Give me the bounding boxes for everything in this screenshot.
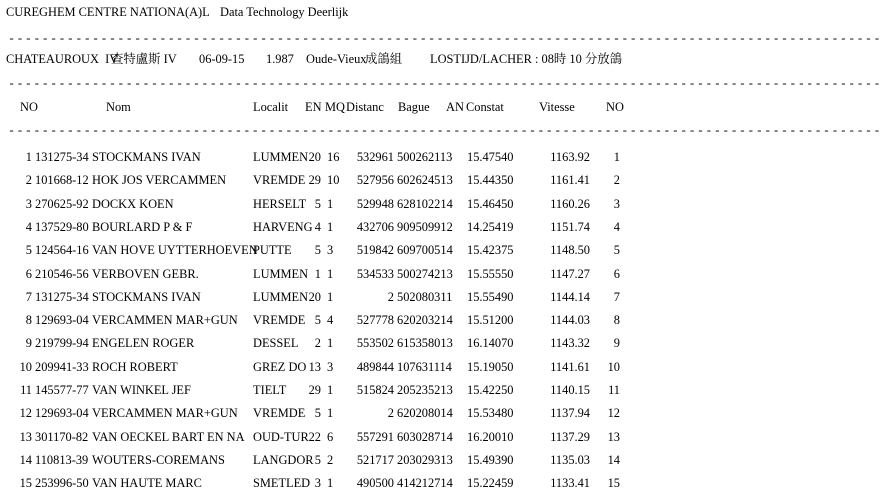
fancier-name: VERBOVEN GEBR. <box>92 266 199 281</box>
rank-number: 7 <box>613 289 620 304</box>
arrival-time: 15.53480 <box>467 406 514 421</box>
arrival-time: 15.42375 <box>467 243 514 258</box>
marked-count: 1 <box>327 196 334 211</box>
arrival-time: 15.46450 <box>467 196 514 211</box>
locality: LUMMEN <box>253 150 309 164</box>
entered-count: 5 <box>314 313 321 328</box>
row-number: 5 <box>25 243 32 258</box>
separator-line: -------------------------------------------------------------------------------------------------------- <box>8 32 882 46</box>
license-number: 145577-77 <box>35 383 89 397</box>
arrival-time: 15.47540 <box>467 150 514 164</box>
col-header-mq: MQ <box>325 100 345 114</box>
race-place-alt: 查特盧斯 IV <box>111 52 177 66</box>
ring-number: 909509912 <box>397 219 453 234</box>
rank-number: 2 <box>613 173 620 188</box>
fancier-name: STOCKMANS IVAN <box>92 289 201 304</box>
license-number: 301170-82 <box>35 429 89 444</box>
marked-count: 16 <box>327 150 340 164</box>
arrival-time: 15.19050 <box>467 359 514 374</box>
arrival-time: 15.49390 <box>467 452 514 467</box>
speed: 1160.26 <box>550 196 590 211</box>
table-row <box>0 267 636 281</box>
locality: TIELT <box>253 383 287 397</box>
marked-count: 1 <box>327 336 334 351</box>
fancier-name: WOUTERS-COREMANS <box>92 452 225 467</box>
race-release-time: LOSTIJD/LACHER : 08時 10 分放鴿 <box>430 52 623 66</box>
locality: GREZ DO <box>253 359 307 374</box>
locality: OUD-TUR <box>253 429 309 444</box>
table-row <box>0 430 636 444</box>
marked-count: 10 <box>327 173 340 188</box>
race-bird-count: 1.987 <box>266 52 294 66</box>
rank-number: 10 <box>607 359 620 374</box>
distance: 515824 <box>356 383 394 397</box>
row-number: 13 <box>19 429 32 444</box>
col-header-nom: Nom <box>106 100 131 114</box>
locality: LANGDOR <box>253 452 314 467</box>
license-number: 270625-92 <box>35 196 89 211</box>
marked-count: 1 <box>327 406 334 421</box>
col-header-vitesse: Vitesse <box>539 100 575 114</box>
distance: 2 <box>387 406 394 421</box>
row-number: 10 <box>19 359 32 374</box>
rank-number: 3 <box>613 196 620 211</box>
entered-count: 29 <box>308 173 321 188</box>
row-number: 6 <box>25 266 32 281</box>
speed: 1133.41 <box>550 476 590 491</box>
table-row <box>0 150 636 164</box>
separator-line: -------------------------------------------------------------------------------------------------------- <box>8 77 882 91</box>
table-row <box>0 336 636 350</box>
locality: LUMMEN <box>253 266 309 281</box>
col-header-distance: Distanc <box>346 100 384 114</box>
arrival-time: 15.22459 <box>467 476 514 491</box>
table-row <box>0 290 636 304</box>
speed: 1141.61 <box>550 359 590 374</box>
speed: 1163.92 <box>550 150 590 164</box>
table-row <box>0 406 636 420</box>
row-number: 11 <box>20 383 32 397</box>
rank-number: 13 <box>607 429 620 444</box>
entered-count: 5 <box>314 243 321 258</box>
entered-count: 5 <box>314 452 321 467</box>
distance: 557291 <box>356 429 394 444</box>
fancier-name: VAN OECKEL BART EN NA <box>92 429 245 444</box>
locality: SMETLED <box>253 476 311 491</box>
distance: 529948 <box>356 196 394 211</box>
row-number: 8 <box>25 313 32 328</box>
race-date: 06-09-15 <box>199 52 245 66</box>
rank-number: 14 <box>607 452 620 467</box>
entered-count: 22 <box>308 429 321 444</box>
table-row <box>0 243 636 257</box>
marked-count: 1 <box>327 383 334 397</box>
arrival-time: 15.44350 <box>467 173 514 188</box>
marked-count: 3 <box>327 243 334 258</box>
speed: 1140.15 <box>550 383 590 397</box>
distance: 489844 <box>356 359 394 374</box>
license-number: 129693-04 <box>35 313 89 328</box>
entered-count: 1 <box>314 266 321 281</box>
entered-count: 5 <box>314 406 321 421</box>
race-category-alt: 成鴿組 <box>365 52 403 66</box>
row-number: 4 <box>25 219 32 234</box>
marked-count: 1 <box>327 476 334 491</box>
entered-count: 20 <box>308 150 321 164</box>
entered-count: 20 <box>308 289 321 304</box>
fancier-name: VAN HAUTE MARC <box>92 476 202 491</box>
fancier-name: ROCH ROBERT <box>92 359 178 374</box>
locality: DESSEL <box>253 336 299 351</box>
arrival-time: 16.20010 <box>467 429 514 444</box>
row-number: 7 <box>25 289 32 304</box>
distance: 534533 <box>356 266 394 281</box>
locality: VREMDE <box>253 406 306 421</box>
speed: 1151.74 <box>550 219 590 234</box>
race-place: CHATEAUROUX IV <box>6 52 119 66</box>
locality: VREMDE <box>253 173 306 188</box>
license-number: 131275-34 <box>35 289 89 304</box>
arrival-time: 16.14070 <box>467 336 514 351</box>
speed: 1147.27 <box>550 266 590 281</box>
locality: VREMDE <box>253 313 306 328</box>
row-number: 12 <box>19 406 32 421</box>
row-number: 2 <box>25 173 32 188</box>
locality: HERSELT <box>253 196 307 211</box>
ring-number: 628102214 <box>397 196 453 211</box>
table-row <box>0 453 636 467</box>
license-number: 124564-16 <box>35 243 89 258</box>
col-header-localite: Localit <box>253 100 289 114</box>
arrival-time: 15.42250 <box>467 383 514 397</box>
fancier-name: DOCKX KOEN <box>92 196 174 211</box>
entered-count: 13 <box>308 359 321 374</box>
rank-number: 1 <box>613 150 620 164</box>
rank-number: 4 <box>613 219 620 234</box>
arrival-time: 15.51200 <box>467 313 514 328</box>
row-number: 1 <box>25 150 32 164</box>
ring-number: 609700514 <box>397 243 453 258</box>
marked-count: 1 <box>327 289 334 304</box>
distance: 490500 <box>356 476 394 491</box>
distance: 527778 <box>356 313 394 328</box>
ring-number: 203029313 <box>397 452 453 467</box>
fancier-name: HOK JOS VERCAMMEN <box>92 173 227 188</box>
rank-number: 5 <box>613 243 620 258</box>
license-number: 137529-80 <box>35 219 89 234</box>
fancier-name: VAN WINKEL JEF <box>92 383 191 397</box>
license-number: 129693-04 <box>35 406 89 421</box>
license-number: 253996-50 <box>35 476 89 491</box>
speed: 1144.14 <box>550 289 590 304</box>
col-header-no: NO <box>20 100 38 114</box>
speed: 1161.41 <box>550 173 590 188</box>
distance: 432706 <box>356 219 394 234</box>
license-number: 110813-39 <box>35 452 89 467</box>
marked-count: 4 <box>327 313 334 328</box>
ring-number: 602624513 <box>397 173 453 188</box>
ring-number: 615358013 <box>397 336 453 351</box>
rank-number: 15 <box>607 476 620 491</box>
ring-number: 414212714 <box>397 476 453 491</box>
license-number: 131275-34 <box>35 150 89 164</box>
entered-count: 5 <box>314 196 321 211</box>
ring-number: 107631114 <box>397 359 452 374</box>
row-number: 15 <box>19 476 32 491</box>
col-header-en: EN <box>305 100 322 114</box>
rank-number: 9 <box>613 336 620 351</box>
speed: 1148.50 <box>550 243 590 258</box>
fancier-name: VAN HOVE UYTTERHOEVEN <box>92 243 258 258</box>
fancier-name: ENGELEN ROGER <box>92 336 195 351</box>
distance: 532961 <box>356 150 394 164</box>
speed: 1137.29 <box>550 429 590 444</box>
marked-count: 3 <box>327 359 334 374</box>
organization-title: CUREGHEM CENTRE NATIONA(A)L <box>6 5 210 19</box>
rank-number: 12 <box>607 406 620 421</box>
license-number: 209941-33 <box>35 359 89 374</box>
arrival-time: 14.25419 <box>467 219 514 234</box>
table-row <box>0 476 636 490</box>
fancier-name: BOURLARD P & F <box>92 219 193 234</box>
rank-number: 8 <box>613 313 620 328</box>
distance: 2 <box>387 289 394 304</box>
marked-count: 6 <box>327 429 334 444</box>
marked-count: 2 <box>327 452 334 467</box>
row-number: 14 <box>19 452 32 467</box>
ring-number: 620208014 <box>397 406 453 421</box>
speed: 1137.94 <box>550 406 590 421</box>
col-header-bague: Bague <box>398 100 430 114</box>
license-number: 101668-12 <box>35 173 89 188</box>
marked-count: 1 <box>327 219 334 234</box>
locality: PUTTE <box>253 243 292 258</box>
race-category: Oude-Vieux <box>306 52 367 66</box>
rank-number: 11 <box>608 383 620 397</box>
distance: 553502 <box>356 336 394 351</box>
distance: 519842 <box>356 243 394 258</box>
table-row <box>0 383 636 397</box>
ring-number: 502080311 <box>397 289 453 304</box>
fancier-name: VERCAMMEN MAR+GUN <box>92 313 238 328</box>
ring-number: 500274213 <box>397 266 453 281</box>
marked-count: 1 <box>327 266 334 281</box>
col-header-no-rank: NO <box>606 100 624 114</box>
software-credit: Data Technology Deerlijk <box>220 5 349 19</box>
locality: LUMMEN <box>253 289 309 304</box>
ring-number: 620203214 <box>397 313 453 328</box>
col-header-an: AN <box>446 100 464 114</box>
rank-number: 6 <box>613 266 620 281</box>
table-row <box>0 220 636 234</box>
entered-count: 4 <box>314 219 321 234</box>
fancier-name: STOCKMANS IVAN <box>92 150 201 164</box>
locality: HARVENG <box>253 219 313 234</box>
col-header-constat: Constat <box>466 100 504 114</box>
license-number: 210546-56 <box>35 266 89 281</box>
table-row <box>0 173 636 187</box>
separator-line: -------------------------------------------------------------------------------------------------------- <box>8 124 882 138</box>
ring-number: 603028714 <box>397 429 453 444</box>
distance: 527956 <box>356 173 394 188</box>
entered-count: 29 <box>308 383 321 397</box>
ring-number: 205235213 <box>397 383 453 397</box>
table-row <box>0 360 636 374</box>
fancier-name: VERCAMMEN MAR+GUN <box>92 406 238 421</box>
entered-count: 2 <box>314 336 321 351</box>
arrival-time: 15.55550 <box>467 266 514 281</box>
table-row <box>0 197 636 211</box>
entered-count: 3 <box>314 476 321 491</box>
table-row <box>0 313 636 327</box>
row-number: 9 <box>25 336 32 351</box>
speed: 1143.32 <box>550 336 590 351</box>
license-number: 219799-94 <box>35 336 89 351</box>
row-number: 3 <box>25 196 32 211</box>
speed: 1144.03 <box>550 313 590 328</box>
speed: 1135.03 <box>550 452 590 467</box>
arrival-time: 15.55490 <box>467 289 514 304</box>
ring-number: 500262113 <box>397 150 453 164</box>
distance: 521717 <box>356 452 394 467</box>
